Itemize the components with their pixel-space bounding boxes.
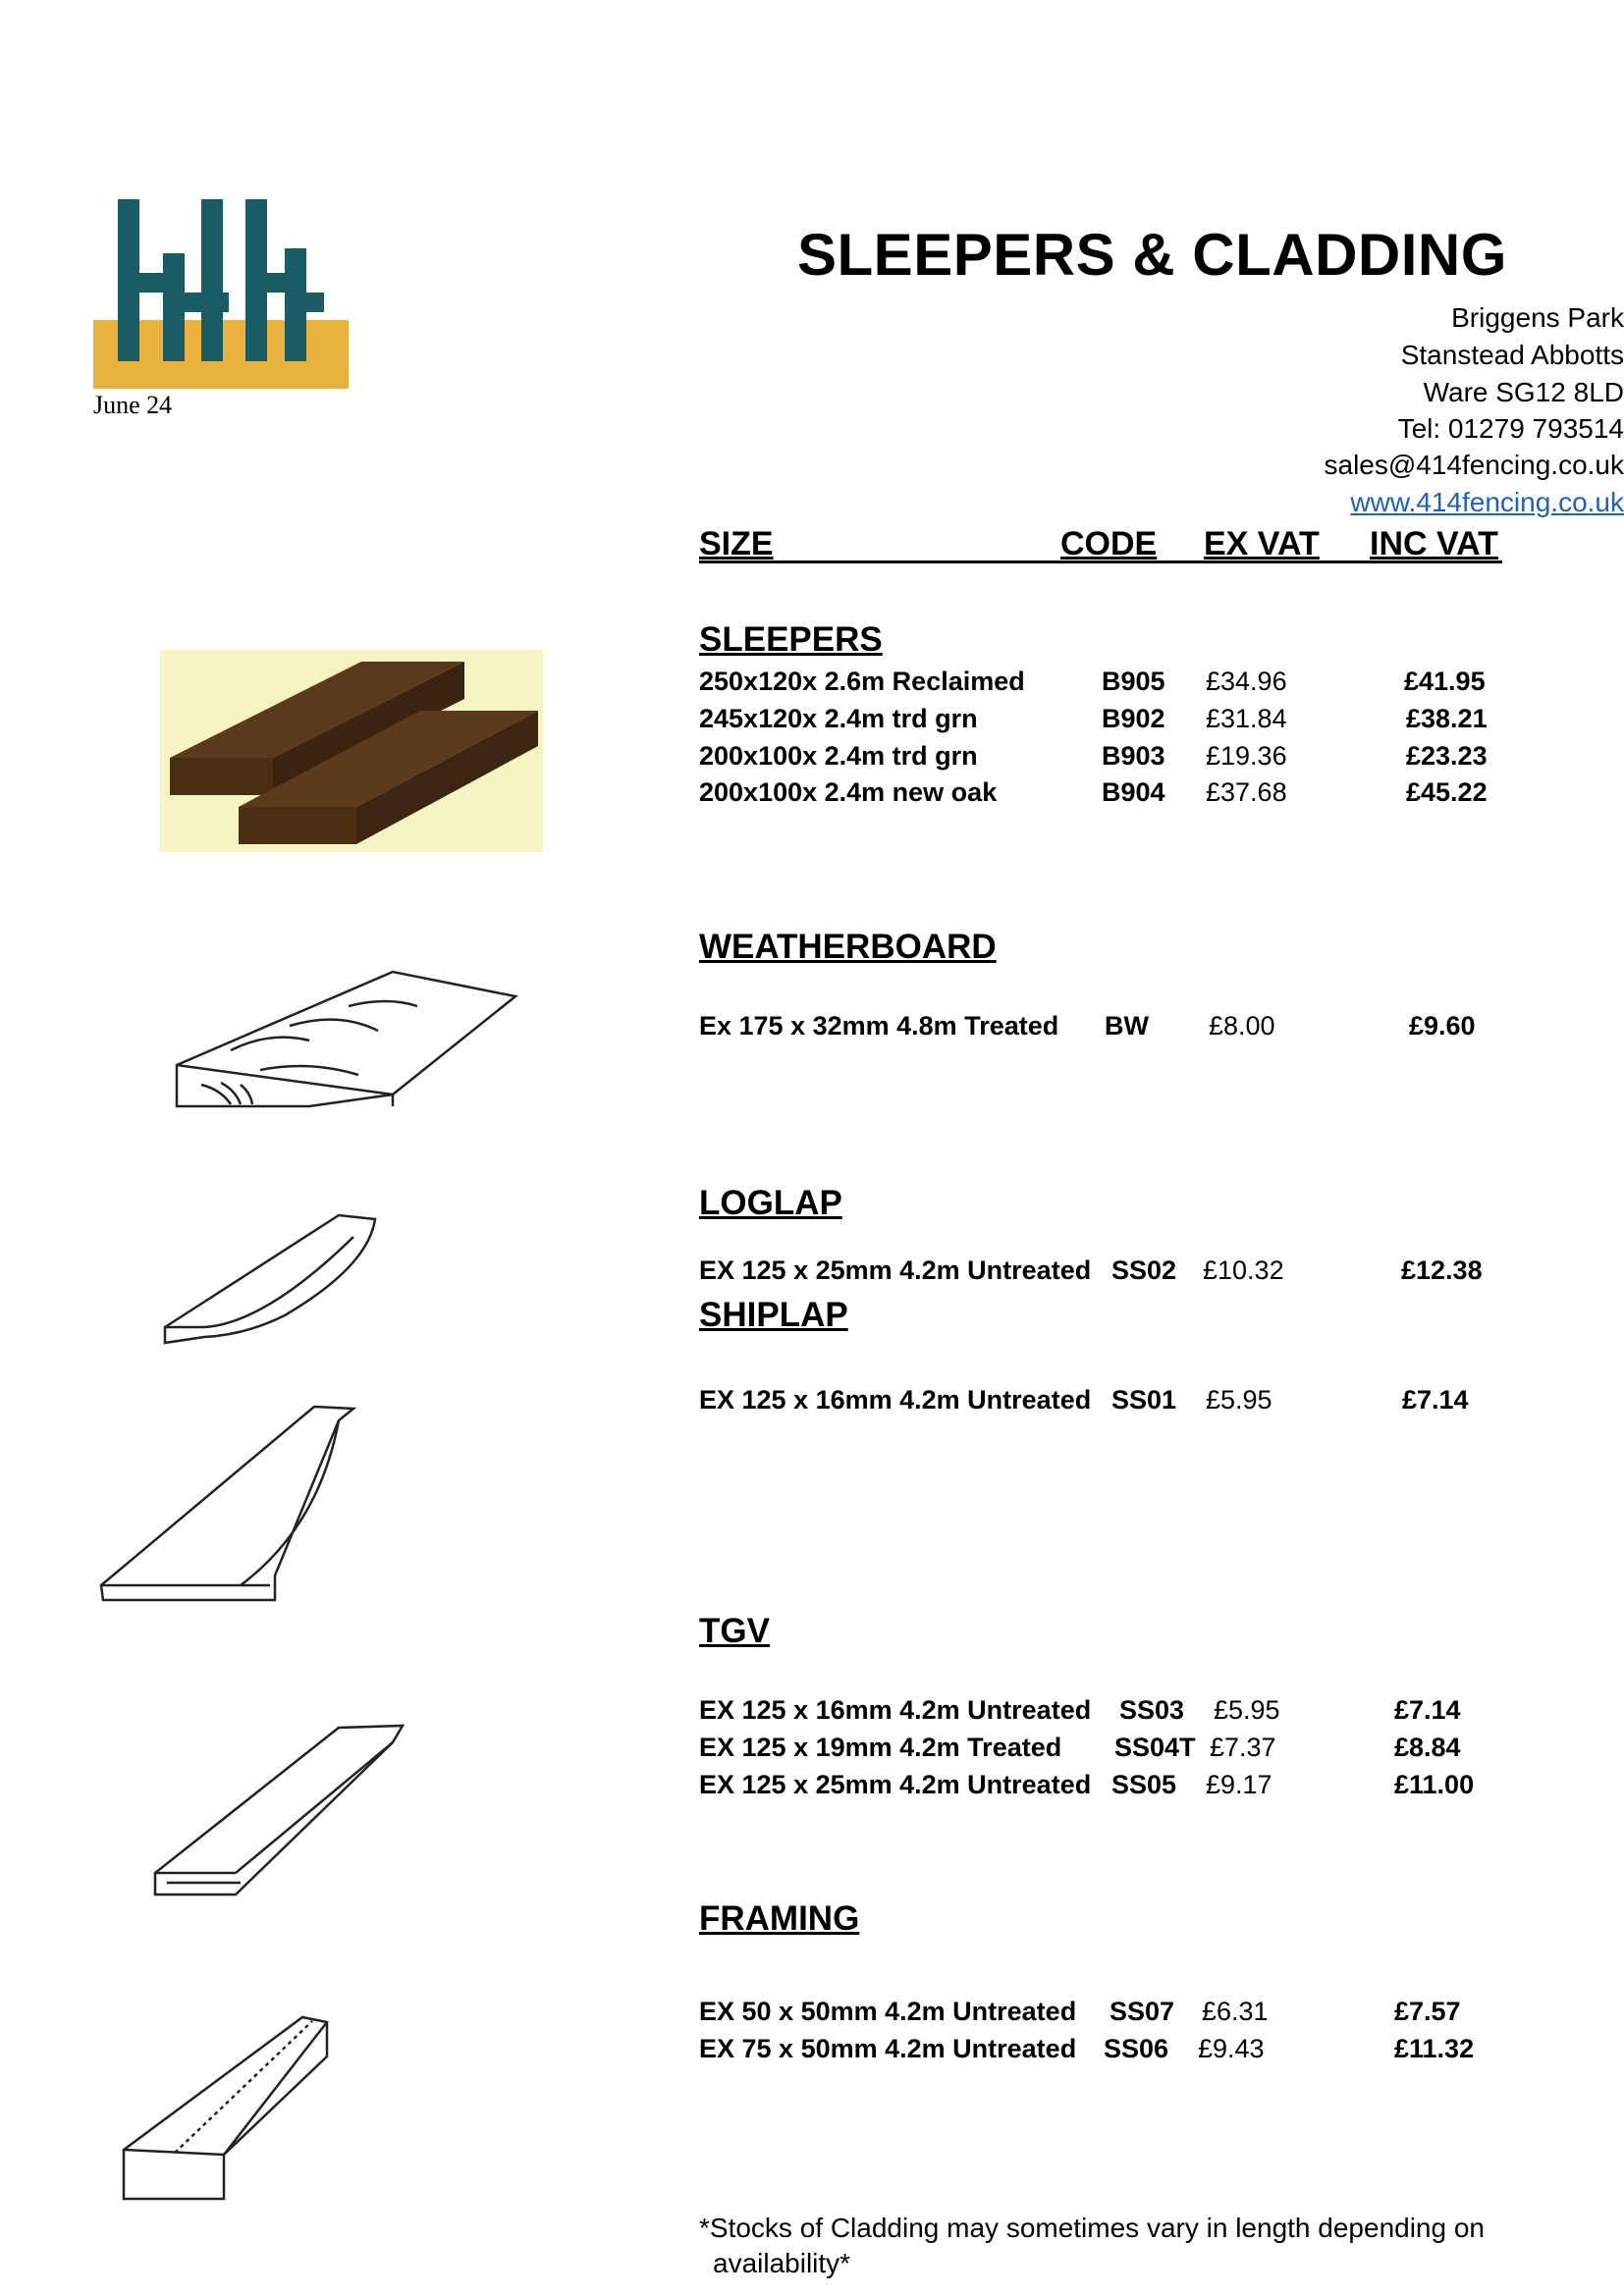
row-size: EX 125 x 16mm 4.2m Untreated [699,1695,1092,1725]
row-code: SS03 [1119,1695,1185,1725]
row-inc-vat: £41.95 [1404,667,1486,696]
row-inc-vat: £7.14 [1394,1695,1461,1725]
row-size: 200x100x 2.4m trd grn [699,741,978,771]
section-title-framing: FRAMING [699,1899,860,1938]
column-header-size: SIZE [699,525,774,562]
framing-image [116,2007,342,2204]
column-header-inc-vat: INC VAT [1370,525,1498,562]
row-ex-vat: £7.37 [1210,1733,1276,1762]
shiplap-image [93,1399,363,1610]
issue-date: June 24 [93,391,173,419]
row-inc-vat: £8.84 [1394,1733,1461,1762]
loglap-image [157,1207,383,1355]
row-inc-vat: £45.22 [1406,777,1488,807]
row-ex-vat: £10.32 [1203,1255,1284,1285]
row-size: EX 50 x 50mm 4.2m Untreated [699,1997,1077,2026]
row-code: SS07 [1110,1997,1175,2026]
row-code: SS05 [1111,1770,1177,1799]
website-link[interactable]: www.414fencing.co.uk [1350,487,1624,517]
row-ex-vat: £5.95 [1214,1695,1280,1725]
row-ex-vat: £8.00 [1209,1011,1275,1041]
weatherboard-image [172,967,525,1124]
footnote-line: availability* [713,2248,851,2279]
row-size: EX 125 x 25mm 4.2m Untreated [699,1770,1092,1799]
row-inc-vat: £7.14 [1402,1385,1469,1415]
section-title-sleepers: SLEEPERS [699,620,883,659]
row-size: EX 125 x 25mm 4.2m Untreated [699,1255,1092,1285]
row-size: EX 125 x 16mm 4.2m Untreated [699,1385,1092,1415]
row-code: B905 [1102,667,1165,696]
row-code: SS01 [1111,1385,1177,1415]
row-code: B903 [1102,741,1165,771]
row-code: B904 [1102,777,1165,807]
address-line: Briggens Park [1451,302,1624,333]
section-title-weatherboard: WEATHERBOARD [699,928,997,966]
page-title: SLEEPERS & CLADDING [797,222,1507,288]
row-code: SS04T [1114,1733,1196,1762]
column-header-code: CODE [1060,525,1158,562]
row-size: EX 75 x 50mm 4.2m Untreated [699,2034,1077,2063]
row-inc-vat: £23.23 [1406,741,1488,771]
row-inc-vat: £7.57 [1394,1997,1461,2026]
footnote-line: *Stocks of Cladding may sometimes vary in length depending on [699,2213,1485,2243]
row-ex-vat: £9.43 [1198,2034,1265,2063]
row-ex-vat: £31.84 [1206,704,1287,733]
row-ex-vat: £5.95 [1206,1385,1272,1415]
row-inc-vat: £38.21 [1406,704,1488,733]
row-inc-vat: £12.38 [1401,1255,1483,1285]
row-ex-vat: £37.68 [1206,777,1287,807]
row-size: 245x120x 2.4m trd grn [699,704,978,733]
row-inc-vat: £11.00 [1394,1770,1475,1799]
row-ex-vat: £34.96 [1206,667,1287,696]
column-header-ex-vat: EX VAT [1204,525,1320,562]
row-inc-vat: £9.60 [1409,1011,1476,1041]
tgv-image [147,1718,412,1904]
section-title-tgv: TGV [699,1612,770,1650]
section-title-shiplap: SHIPLAP [699,1296,848,1334]
row-code: BW [1105,1011,1149,1041]
row-size: 250x120x 2.6m Reclaimed [699,667,1025,696]
phone-number: Tel: 01279 793514 [1397,413,1624,444]
row-inc-vat: £11.32 [1394,2034,1475,2063]
row-ex-vat: £9.17 [1206,1770,1272,1799]
row-ex-vat: £6.31 [1202,1997,1269,2026]
row-code: B902 [1102,704,1165,733]
row-size: Ex 175 x 32mm 4.8m Treated [699,1011,1059,1041]
row-size: EX 125 x 19mm 4.2m Treated [699,1733,1062,1762]
row-ex-vat: £19.36 [1206,741,1287,771]
section-title-loglap: LOGLAP [699,1184,842,1222]
email-address[interactable]: sales@414fencing.co.uk [1324,450,1624,480]
footnote [699,2211,1485,2282]
row-size: 200x100x 2.4m new oak [699,777,998,807]
address-line: Ware SG12 8LD [1423,377,1624,407]
row-code: SS06 [1104,2034,1169,2063]
row-code: SS02 [1111,1255,1177,1285]
sleeper-image [160,650,543,852]
address-line: Stanstead Abbotts [1400,340,1624,370]
